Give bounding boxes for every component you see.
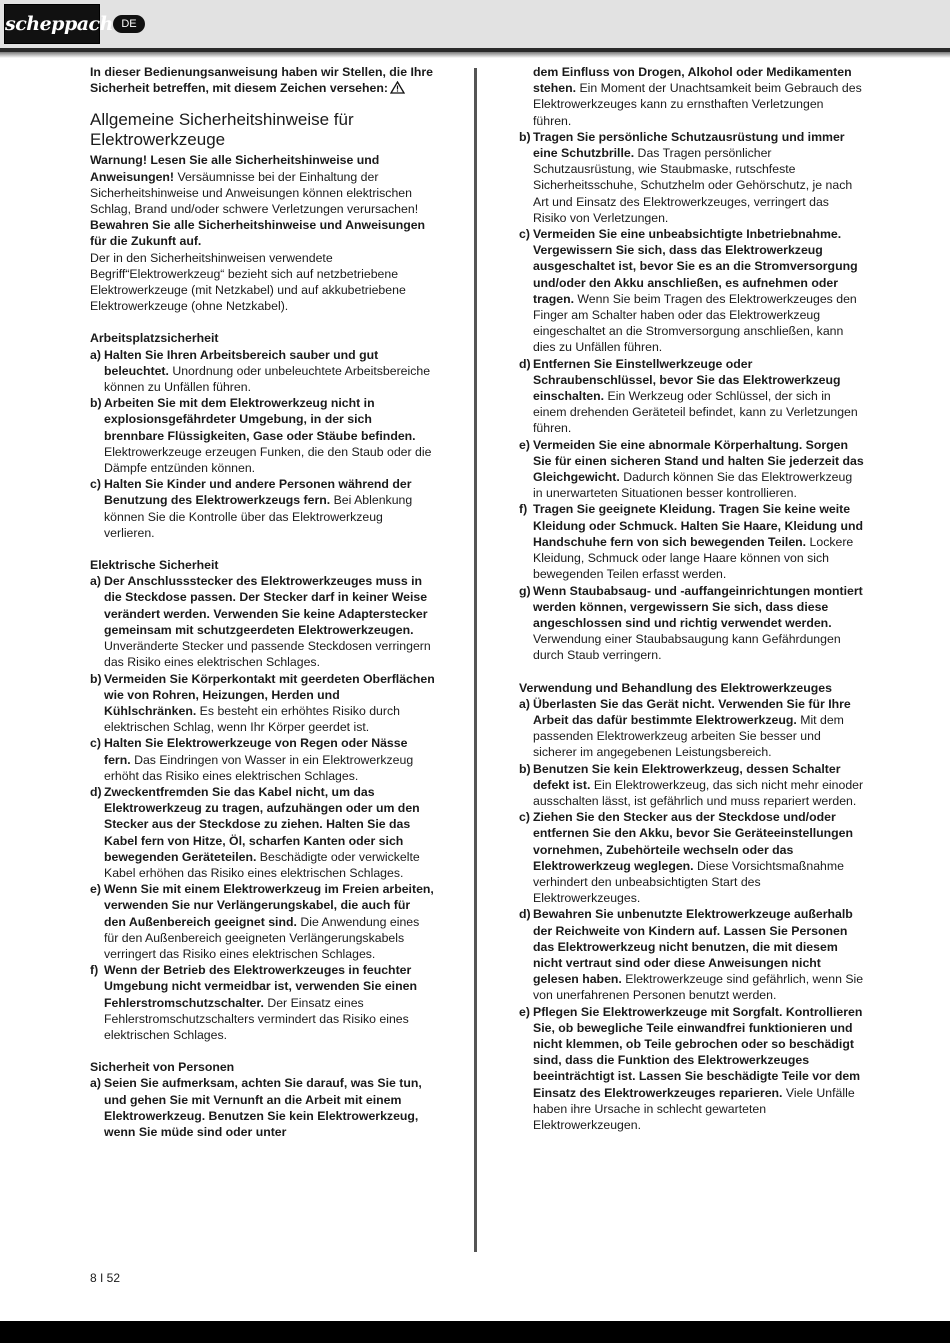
item-label: f) bbox=[519, 502, 528, 517]
list-item bbox=[90, 395, 435, 476]
intro-sentence: In dieser Bedienungsanweisung haben wir Stellen, die Ihre Sicherheit betreffen, mit diesem Zeichen versehen: bbox=[90, 65, 434, 96]
item-label: c) bbox=[90, 477, 101, 492]
section-heading: Sicherheit von Personen bbox=[90, 1060, 235, 1075]
list-item bbox=[90, 671, 435, 736]
definition-paragraph: Der in den Sicherheitshinweisen verwendete Begriff“Elektrowerkzeug“ bezieht sich auf netzbetriebene Elektrowerkzeuge (mit Netzkabel) und auf akkubetriebene Elektrowerkzeuge (ohne Netzkabel). bbox=[90, 250, 406, 314]
item-label: c) bbox=[519, 810, 530, 825]
item-label: b) bbox=[519, 761, 531, 776]
item-bold: Halten Sie Kinder und andere Personen während der Benutzung des Elektrowerkzeugs fern. bbox=[104, 477, 412, 508]
list-item bbox=[519, 64, 864, 129]
item-bold: Vermeiden Sie eine unbeabsichtigte Inbetriebnahme. Vergewissern Sie sich, dass das Elektrowerkzeug ausgeschaltet ist, bevor Sie es an die Stromversorgung und/oder den Akku anschließen, es aufnehmen oder tragen. bbox=[533, 227, 858, 306]
item-text: Ein Moment der Unachtsamkeit beim Gebrauch des Elektrowerkzeuges kann zu ernsthaften Verletzungen führen. bbox=[533, 81, 862, 128]
item-label: e) bbox=[519, 437, 530, 452]
item-bold: Vermeiden Sie eine abnormale Körperhaltung. Sorgen Sie für einen sicheren Stand und halten Sie jederzeit das Gleichgewicht. bbox=[533, 437, 864, 485]
item-text: Wenn Sie beim Tragen des Elektrowerkzeuges den Finger am Schalter haben oder das Elektrowerkzeug eingeschaltet an die Stromversorgung anschließen, kann dies zu Unfällen führen. bbox=[533, 291, 857, 355]
item-text: Dadurch können Sie das Elektrowerkzeug in unerwarteten Situationen besser kontrollieren. bbox=[533, 470, 853, 501]
item-bold: Ziehen Sie den Stecker aus der Steckdose und/oder entfernen Sie den Akku, bevor Sie Geräteeinstellungen vornehmen, Zubehörteile wechseln oder das Elektrowerkzeug weglegen. bbox=[533, 810, 854, 873]
left-column bbox=[90, 64, 435, 1140]
warning-text: Versäumnisse bei der Einhaltung der Sicherheitshinweise und Anweisungen können elektrischen Schlag, Brand und/oder schwere Verletzungen verursachen! bbox=[90, 169, 419, 217]
header-shadow bbox=[0, 52, 950, 58]
item-bold: Wenn der Betrieb des Elektrowerkzeuges in feuchter Umgebung nicht vermeidbar ist, verwenden Sie einen Fehlerstromschutzschalter. bbox=[104, 963, 417, 1010]
item-bold: Tragen Sie persönliche Schutzausrüstung und immer eine Schutzbrille. bbox=[533, 129, 845, 161]
list-item bbox=[519, 696, 864, 761]
item-label: c) bbox=[519, 227, 530, 242]
item-bold: Pflegen Sie Elektrowerkzeuge mit Sorgfalt. Kontrollieren Sie, ob bewegliche Teile einwandfrei funktionieren und nicht klemmen, ob Teile gebrochen oder so beschädigt sind, dass die Funktion des Elektrowerkzeuges beeinträchtigt ist. Lassen Sie beschädigte Teile vor dem Einsatz des Elektrowerkzeuges reparieren. bbox=[533, 1004, 863, 1100]
list-item bbox=[519, 809, 864, 906]
list-item bbox=[519, 129, 864, 226]
right-column bbox=[519, 64, 864, 1133]
item-bold: Überlasten Sie das Gerät nicht. Verwenden Sie für Ihre Arbeit das dafür bestimmte Elektrowerkzeug. bbox=[533, 696, 851, 727]
list-item bbox=[519, 1004, 864, 1134]
item-label: d) bbox=[519, 356, 531, 371]
list-item bbox=[90, 1075, 435, 1140]
item-text: Die Anwendung eines für den Außenbereich geeigneten Verlängerungskabels verringert das Risiko eines elektrischen Schlages. bbox=[104, 914, 420, 961]
warning-bold: Warnung! Lesen Sie alle Sicherheitshinweise und Anweisungen! bbox=[90, 153, 380, 184]
warning-paragraph bbox=[90, 152, 435, 217]
brand-logo: scheppach bbox=[4, 4, 100, 44]
item-text: Das Eindringen von Wasser in ein Elektrowerkzeug erhöht das Risiko eines elektrischen Schlages. bbox=[104, 752, 414, 783]
item-text: Der Einsatz eines Fehlerstromschutzschalters vermindert das Risiko eines elektrischen Schlages. bbox=[104, 995, 409, 1042]
list-item bbox=[90, 476, 435, 541]
item-bold: Arbeiten Sie mit dem Elektrowerkzeug nicht in explosionsgefährdeter Umgebung, in der sich brennbare Flüssigkeiten, Gase oder Stäube befinden. bbox=[104, 396, 416, 443]
keep-instructions: Bewahren Sie alle Sicherheitshinweise und Anweisungen für die Zukunft auf. bbox=[90, 218, 426, 249]
item-label: c) bbox=[90, 736, 101, 751]
list-item bbox=[90, 784, 435, 881]
list-item bbox=[90, 735, 435, 784]
section-heading: Arbeitsplatzsicherheit bbox=[90, 331, 219, 346]
list-item bbox=[519, 501, 864, 582]
item-label: e) bbox=[90, 882, 101, 897]
item-bold: Bewahren Sie unbenutzte Elektrowerkzeuge außerhalb der Reichweite von Kindern auf. Lassen Sie Personen das Elektrowerkzeug nicht benutzen, die mit diesem nicht vertraut sind oder diese Anweisungen nicht gelesen haben. bbox=[533, 907, 853, 987]
item-text: Ein Elektrowerkzeug, das sich nicht mehr einoder ausschalten lässt, ist gefährlich und muss repariert werden. bbox=[533, 777, 864, 808]
item-bold: Halten Sie Ihren Arbeitsbereich sauber und gut beleuchtet. bbox=[104, 347, 379, 378]
item-text: Ein Werkzeug oder Schlüssel, der sich in einem drehenden Geräteteil befindet, kann zu Verletzungen führen. bbox=[533, 389, 858, 436]
item-bold: Entfernen Sie Einstellwerkzeuge oder Schraubenschlüssel, bevor Sie das Elektrowerkzeug einschalten. bbox=[533, 356, 841, 404]
section-heading: Elektrische Sicherheit bbox=[90, 558, 219, 573]
item-text: Unveränderte Stecker und passende Steckdosen verringern das Risiko eines elektrischen Schlages. bbox=[104, 639, 431, 670]
section-heading: Verwendung und Behandlung des Elektrowerkzeuges bbox=[519, 680, 832, 695]
intro-text bbox=[90, 64, 435, 96]
item-text: Elektrowerkzeuge sind gefährlich, wenn Sie von unerfahrenen Personen benutzt werden. bbox=[533, 972, 864, 1003]
item-text: Diese Vorsichtsmaßnahme verhindert den unbeabsichtigten Start des Elektrowerkzeuges. bbox=[533, 858, 844, 906]
item-text: Das Tragen persönlicher Schutzausrüstung, wie Staubmaske, rutschfeste Sicherheitsschuhe, Schutzhelm oder Gehörschutz, je nach Art und Einsatz des Elektrowerkzeuges, verringert das Risiko von Verletzungen. bbox=[533, 146, 853, 225]
item-label: a) bbox=[90, 1076, 101, 1091]
list-item bbox=[519, 583, 864, 664]
item-label: b) bbox=[519, 129, 531, 144]
item-text: Elektrowerkzeuge erzeugen Funken, die den Staub oder die Dämpfe entzünden können. bbox=[104, 444, 432, 476]
item-text: Mit dem passenden Elektrowerkzeug arbeiten Sie besser und sicherer im angegebenen Leistungsbereich. bbox=[533, 712, 844, 760]
list-item bbox=[519, 437, 864, 502]
item-label: a) bbox=[90, 574, 101, 589]
item-bold: Halten Sie Elektrowerkzeuge von Regen oder Nässe fern. bbox=[104, 736, 408, 767]
item-label: d) bbox=[90, 784, 102, 799]
item-bold: Benutzen Sie kein Elektrowerkzeug, dessen Schalter defekt ist. bbox=[533, 761, 841, 792]
list-item bbox=[90, 881, 435, 962]
item-label: f) bbox=[90, 963, 99, 978]
list-item bbox=[519, 226, 864, 356]
item-text: Viele Unfälle haben ihre Ursache in schlecht gewarteten Elektrowerkzeugen. bbox=[533, 1085, 855, 1132]
header-bar bbox=[0, 0, 950, 52]
item-text: Verwendung einer Staubabsaugung kann Gefährdungen durch Staub verringern. bbox=[533, 632, 841, 663]
item-label: a) bbox=[519, 696, 530, 711]
item-bold: Der Anschlussstecker des Elektrowerkzeuges muss in die Steckdose passen. Der Stecker darf in keiner Weise verändert werden. Verwenden Sie keine Adapterstecker gemeinsam mit schutzgeerdeten Elektrowerkzeugen. bbox=[104, 574, 428, 637]
item-label: e) bbox=[519, 1004, 530, 1019]
item-text: Lockere Kleidung, Schmuck oder lange Haare können von sich bewegenden Teilen erfasst werden. bbox=[533, 534, 854, 582]
page-number: 8 I 52 bbox=[90, 1271, 121, 1285]
list-item bbox=[90, 347, 435, 396]
column-divider bbox=[474, 68, 477, 1252]
item-label: a) bbox=[90, 347, 101, 362]
page-title: Allgemeine Sicherheitshinweise für Elektrowerkzeuge bbox=[90, 110, 354, 150]
list-item bbox=[519, 356, 864, 437]
item-bold: Zweckentfremden Sie das Kabel nicht, um das Elektrowerkzeug zu tragen, aufzuhängen oder um den Stecker aus der Steckdose zu ziehen. Halten Sie das Kabel fern von Hitze, Öl, scharfen Kanten oder sich bewegenden Geräteteilen. bbox=[104, 784, 420, 864]
item-bold: Wenn Staubabsaug- und -auffangeinrichtungen montiert werden können, vergewissern Sie sich, dass diese angeschlossen sind und richtig verwendet werden. bbox=[533, 583, 863, 630]
item-bold: dem Einfluss von Drogen, Alkohol oder Medikamenten stehen. bbox=[533, 65, 852, 96]
warning-triangle-icon bbox=[390, 81, 405, 94]
list-item bbox=[90, 962, 435, 1043]
item-bold: Vermeiden Sie Körperkontakt mit geerdeten Oberflächen wie von Rohren, Heizungen, Herden und Kühlschränken. bbox=[104, 671, 435, 718]
item-text: Bei Ablenkung können Sie die Kontrolle über das Elektrowerkzeug verlieren. bbox=[104, 493, 413, 540]
item-label: g) bbox=[519, 583, 531, 598]
item-text: Unordnung oder unbeleuchtete Arbeitsbereiche können zu Unfällen führen. bbox=[104, 363, 431, 395]
item-label: b) bbox=[90, 396, 102, 411]
list-item bbox=[90, 573, 435, 670]
item-bold: Tragen Sie geeignete Kleidung. Tragen Sie keine weite Kleidung oder Schmuck. Halten Sie Haare, Kleidung und Handschuhe fern von sich bewegenden Teilen. bbox=[533, 502, 864, 549]
item-text: Es besteht ein erhöhtes Risiko durch elektrischen Schlag, wenn Ihr Körper geerdet ist. bbox=[104, 703, 400, 735]
list-item bbox=[519, 906, 864, 1003]
item-label: b) bbox=[90, 671, 102, 686]
list-item bbox=[519, 761, 864, 810]
language-badge: DE bbox=[113, 15, 145, 33]
item-bold: Seien Sie aufmerksam, achten Sie darauf, was Sie tun, und gehen Sie mit Vernunft an die Arbeit mit einem Elektrowerkzeug. Benutzen Sie kein Elektrowerkzeug, wenn Sie müde sind oder unter bbox=[104, 1076, 422, 1139]
footer-bar bbox=[0, 1321, 950, 1343]
item-label: d) bbox=[519, 907, 531, 922]
item-bold: Wenn Sie mit einem Elektrowerkzeug im Freien arbeiten, verwenden Sie nur Verlängerungskabel, die auch für den Außenbereich geeignet sind. bbox=[104, 882, 434, 929]
item-text: Beschädigte oder verwickelte Kabel erhöhen das Risiko eines elektrischen Schlages. bbox=[104, 849, 420, 880]
